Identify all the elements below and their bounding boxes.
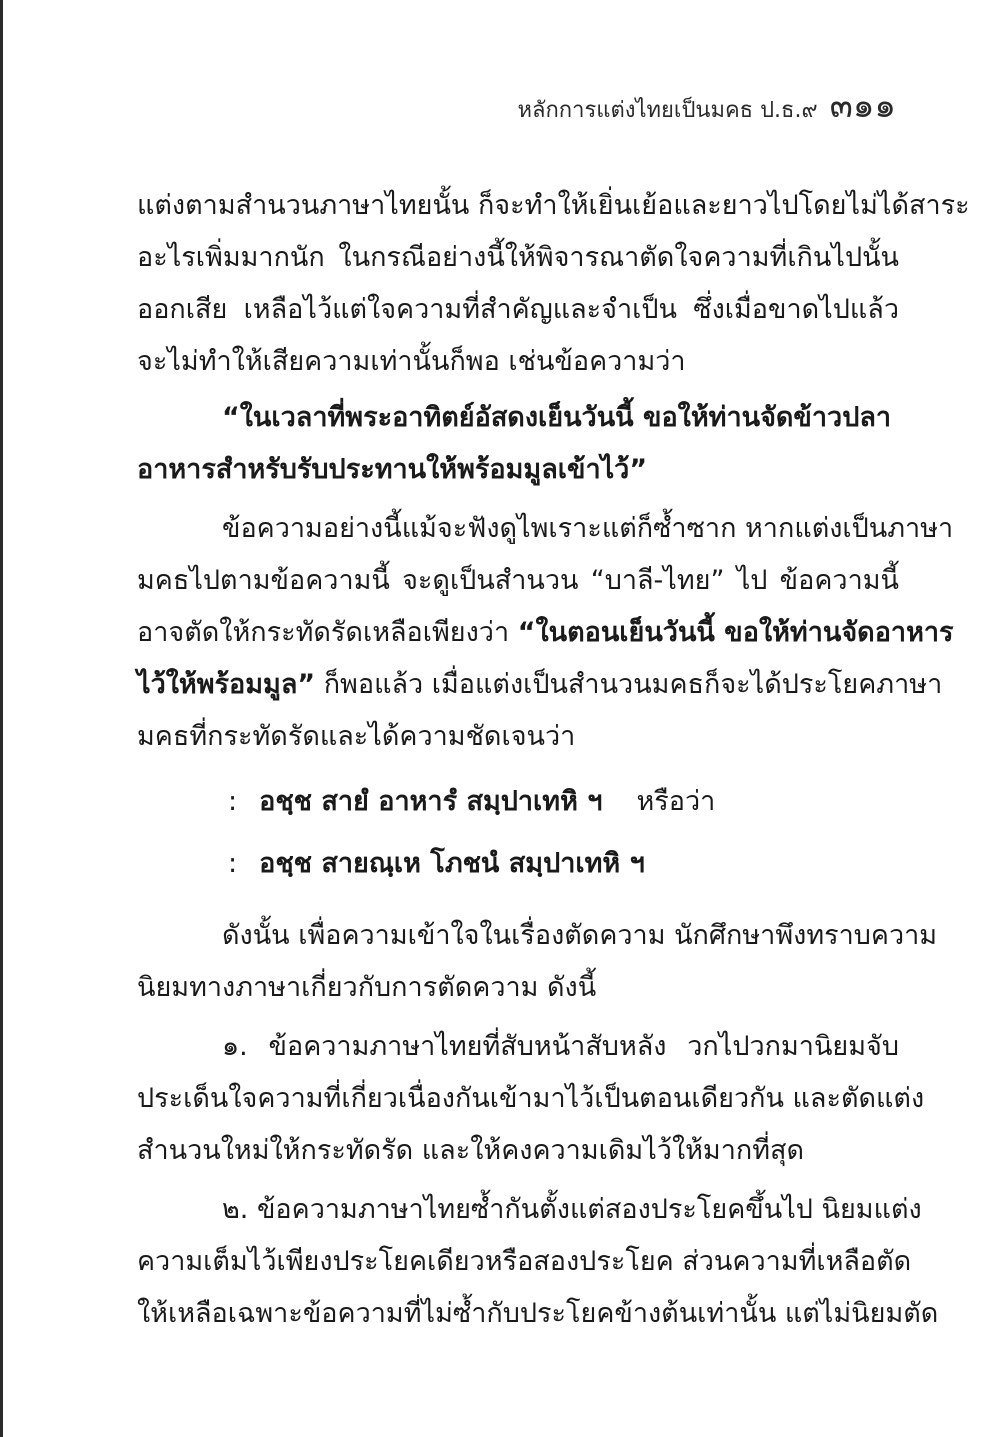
thai-example-quote — [137, 392, 899, 496]
paragraph-line: จะไม่ทำให้เสียความเท่านั้นก็พอ เช่นข้อความว่า — [137, 346, 686, 377]
paragraph-line: นิยมทางภาษาเกี่ยวกับการตัดความ ดังนี้ — [137, 972, 597, 1003]
paragraph-line: ประเด็นใจความที่เกี่ยวเนื่องกันเข้ามาไว้เป็นตอนเดียวกัน และตัดแต่ง — [137, 1083, 925, 1114]
quote-line: “ในเวลาที่พระอาทิตย์อัสดงเย็นวันนี้ ขอให้ท่านจัดข้าวปลา — [222, 402, 892, 433]
paragraph-line: แต่งตามสำนวนภาษาไทยนั้น ก็จะทำให้เยิ่นเย้อและยาวไปโดยไม่ได้สาระ — [137, 190, 970, 221]
pali-text: อชฺช สายณฺเห โภชนํ สมฺปาเทหิ ฯ — [259, 848, 645, 879]
pali-sentence-2 — [228, 838, 645, 890]
paragraph-line: ออกเสีย เหลือไว้แต่ใจความที่สำคัญและจำเป็น ซึ่งเมื่อขาดไปแล้ว — [137, 294, 899, 325]
paragraph-line: ๒. ข้อความภาษาไทยซ้ำกันตั้งแต่สองประโยคขึ้นไป นิยมแต่ง — [222, 1194, 922, 1225]
paragraph-line — [137, 607, 954, 659]
running-header — [517, 78, 896, 132]
shortened-quote: “ในตอนเย็นวันนี้ ขอให้ท่านจัดอาหาร — [517, 617, 954, 648]
paragraph-line — [137, 659, 943, 711]
paragraph-line: ๑. ข้อความภาษาไทยที่สับหน้าสับหลัง วกไปวกมานิยมจับ — [222, 1031, 899, 1062]
rule-item-2 — [137, 1184, 939, 1340]
paragraph-text: ก็พอแล้ว เมื่อแต่งเป็นสำนวนมคธก็จะได้ประโยคภาษา — [315, 669, 943, 700]
paragraph-2 — [137, 503, 954, 763]
paragraph-text: อาจตัดให้กระทัดรัดเหลือเพียงว่า — [137, 617, 518, 648]
pali-sentence-1 — [228, 776, 715, 828]
page-edge — [0, 0, 3, 1437]
pali-text: อชฺช สายํ อาหารํ สมฺปาเทหิ ฯ — [259, 786, 603, 817]
paragraph-line: อะไรเพิ่มมากนัก ในกรณีอย่างนี้ให้พิจารณาตัดใจความที่เกินไปนั้น — [137, 242, 899, 273]
quote-line: อาหารสำหรับรับประทานให้พร้อมมูลเข้าไว้” — [137, 454, 648, 485]
page-number: ๓๑๑ — [829, 86, 896, 126]
paragraph-line: ข้อความอย่างนี้แม้จะฟังดูไพเราะแต่ก็ซ้ำซาก หากแต่งเป็นภาษา — [222, 513, 954, 544]
paragraph-line: ความเต็มไว้เพียงประโยคเดียวหรือสองประโยค ส่วนความที่เหลือตัด — [137, 1246, 912, 1277]
or-label: หรือว่า — [636, 786, 716, 817]
colon-marker: : — [228, 786, 238, 817]
paragraph-line: ให้เหลือเฉพาะข้อความที่ไม่ซ้ำกับประโยคข้างต้นเท่านั้น แต่ไม่นิยมตัด — [137, 1298, 939, 1329]
paragraph-line: มคธที่กระทัดรัดและได้ความชัดเจนว่า — [137, 721, 576, 752]
header-title: หลักการแต่งไทยเป็นมคธ ป.ธ.๙ — [517, 98, 818, 123]
rule-item-1 — [137, 1021, 925, 1177]
shortened-quote: ไว้ให้พร้อมมูล” — [137, 669, 316, 700]
paragraph-3 — [137, 910, 938, 1014]
paragraph-line: สำนวนใหม่ให้กระทัดรัด และให้คงความเดิมไว้ให้มากที่สุด — [137, 1135, 805, 1166]
colon-marker: : — [228, 848, 238, 879]
paragraph-line: มคธไปตามข้อความนี้ จะดูเป็นสำนวน “บาลี-ไทย” ไป ข้อความนี้ — [137, 565, 899, 596]
paragraph-1 — [137, 180, 970, 388]
paragraph-line: ดังนั้น เพื่อความเข้าใจในเรื่องตัดความ นักศึกษาพึงทราบความ — [222, 920, 938, 951]
